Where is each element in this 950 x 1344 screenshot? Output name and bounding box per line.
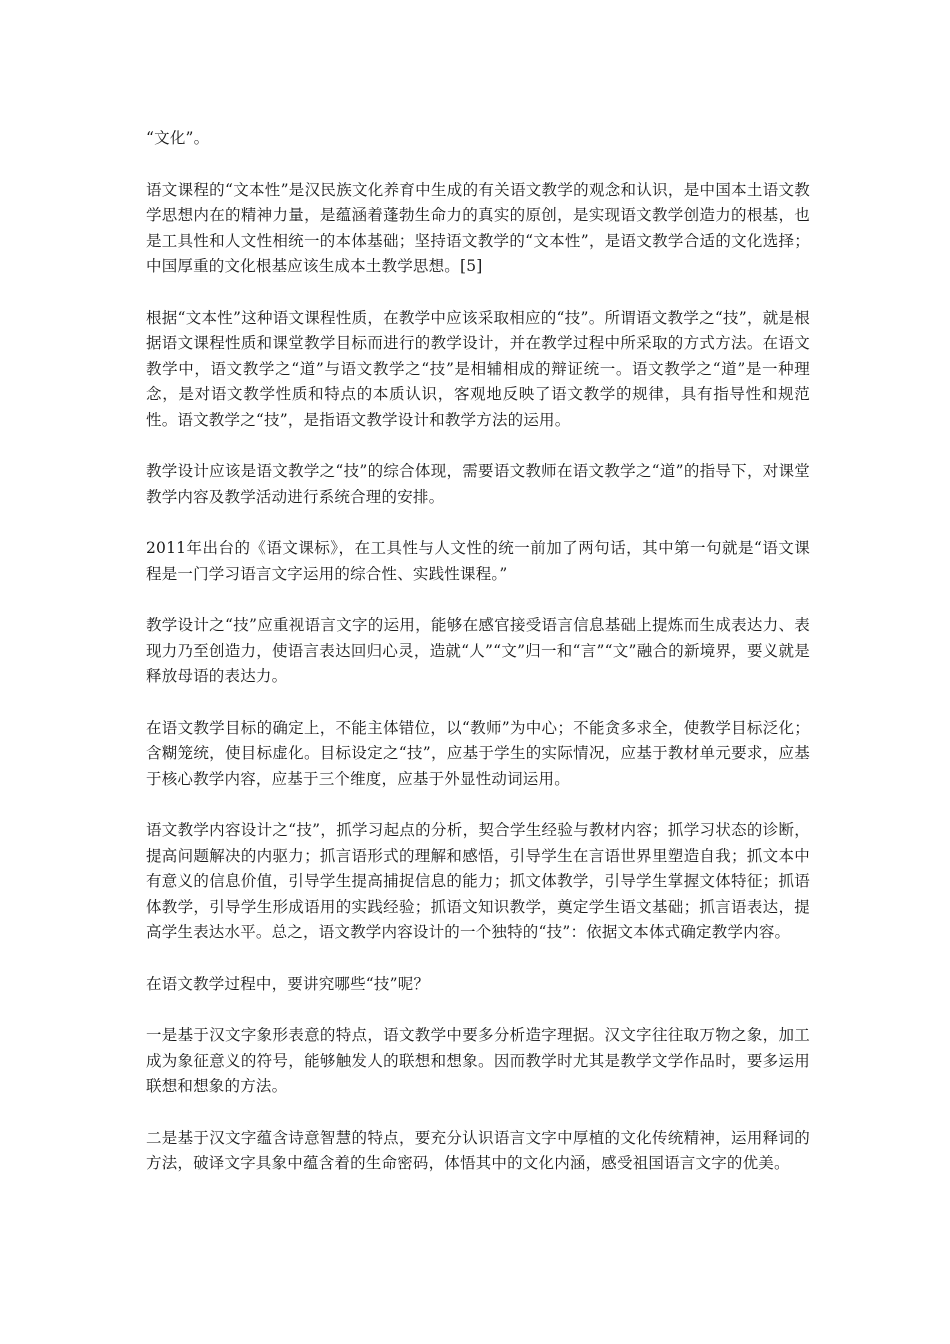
paragraph-8: 语文教学内容设计之“技”，抓学习起点的分析，契合学生经验与教材内容；抓学习状态的诊断，提高问题解决的内驱力；抓言语形式的理解和感悟，引导学生在言语世界里塑造自我；抓文本中有意义的信息价值，引导学生提高捕捉信息的能力；抓文体教学，引导学生掌握文体特征；抓语体教学，引导学生形成语用的实践经验；抓语文知识教学，奠定学生语文基础；抓言语表达，提高学生表达水平。总之，语文教学内容设计的一个独特的“技”：依据文本体式确定教学内容。 (146, 821, 810, 941)
paragraph-3: 根据“文本性”这种语文课程性质，在教学中应该采取相应的“技”。所谓语文教学之“技”，就是根据语文课程性质和课堂教学目标而进行的教学设计，并在教学过程中所采取的方式方法。在语文教学中，语文教学之“道”与语文教学之“技”是相辅相成的辩证统一。语文教学之“道”是一种理念，是对语文教学性质和特点的本质认识，客观地反映了语文教学的规律，具有指导性和规范性。语文教学之“技”，是指语文教学设计和教学方法的运用。 (146, 308, 810, 429)
paragraph-2: 语文课程的“文本性”是汉民族文化养育中生成的有关语文教学的观念和认识，是中国本土语文教学思想内在的精神力量，是蕴涵着蓬勃生命力的真实的原创，是实现语文教学创造力的根基，也是工具性和人文性相统一的本体基础；坚持语文教学的“文本性”，是语文教学合适的文化选择；中国厚重的文化根基应该生成本土教学思想。[5] (146, 180, 810, 275)
paragraph-7: 在语文教学目标的确定上，不能主体错位，以“教师”为中心；不能贪多求全，使教学目标泛化；含糊笼统，使目标虚化。目标设定之“技”，应基于学生的实际情况，应基于教材单元要求，应基于核心教学内容，应基于三个维度，应基于外显性动词运用。 (146, 718, 810, 788)
paragraph-11: 二是基于汉文字蕴含诗意智慧的特点，要充分认识语言文字中厚植的文化传统精神，运用释词的方法，破译文字具象中蕴含着的生命密码，体悟其中的文化内涵，感受祖国语言文字的优美。 (146, 1128, 810, 1172)
document-body (146, 126, 810, 1203)
paragraph-5: 2011年出台的《语文课标》，在工具性与人文性的统一前加了两句话，其中第一句就是“语文课程是一门学习语言文字运用的综合性、实践性课程。” (146, 539, 810, 583)
paragraph-9: 在语文教学过程中，要讲究哪些“技”呢？ (146, 974, 430, 993)
paragraph-10: 一是基于汉文字象形表意的特点，语文教学中要多分析造字理据。汉文字往往取万物之象，加工成为象征意义的符号，能够触发人的联想和想象。因而教学时尤其是教学文学作品时，要多运用联想和想象的方法。 (146, 1026, 810, 1095)
paragraph-6: 教学设计之“技”应重视语言文字的运用，能够在感官接受语言信息基础上提炼而生成表达力、表现力乃至创造力，使语言表达回归心灵，造就“人”“文”归一和“言”“文”融合的新境界，要义就是释放母语的表达力。 (146, 616, 810, 685)
paragraph-4: 教学设计应该是语文教学之“技”的综合体现，需要语文教师在语文教学之“道”的指导下，对课堂教学内容及教学活动进行系统合理的安排。 (146, 462, 810, 506)
paragraph-1: “文化”。 (146, 129, 210, 147)
